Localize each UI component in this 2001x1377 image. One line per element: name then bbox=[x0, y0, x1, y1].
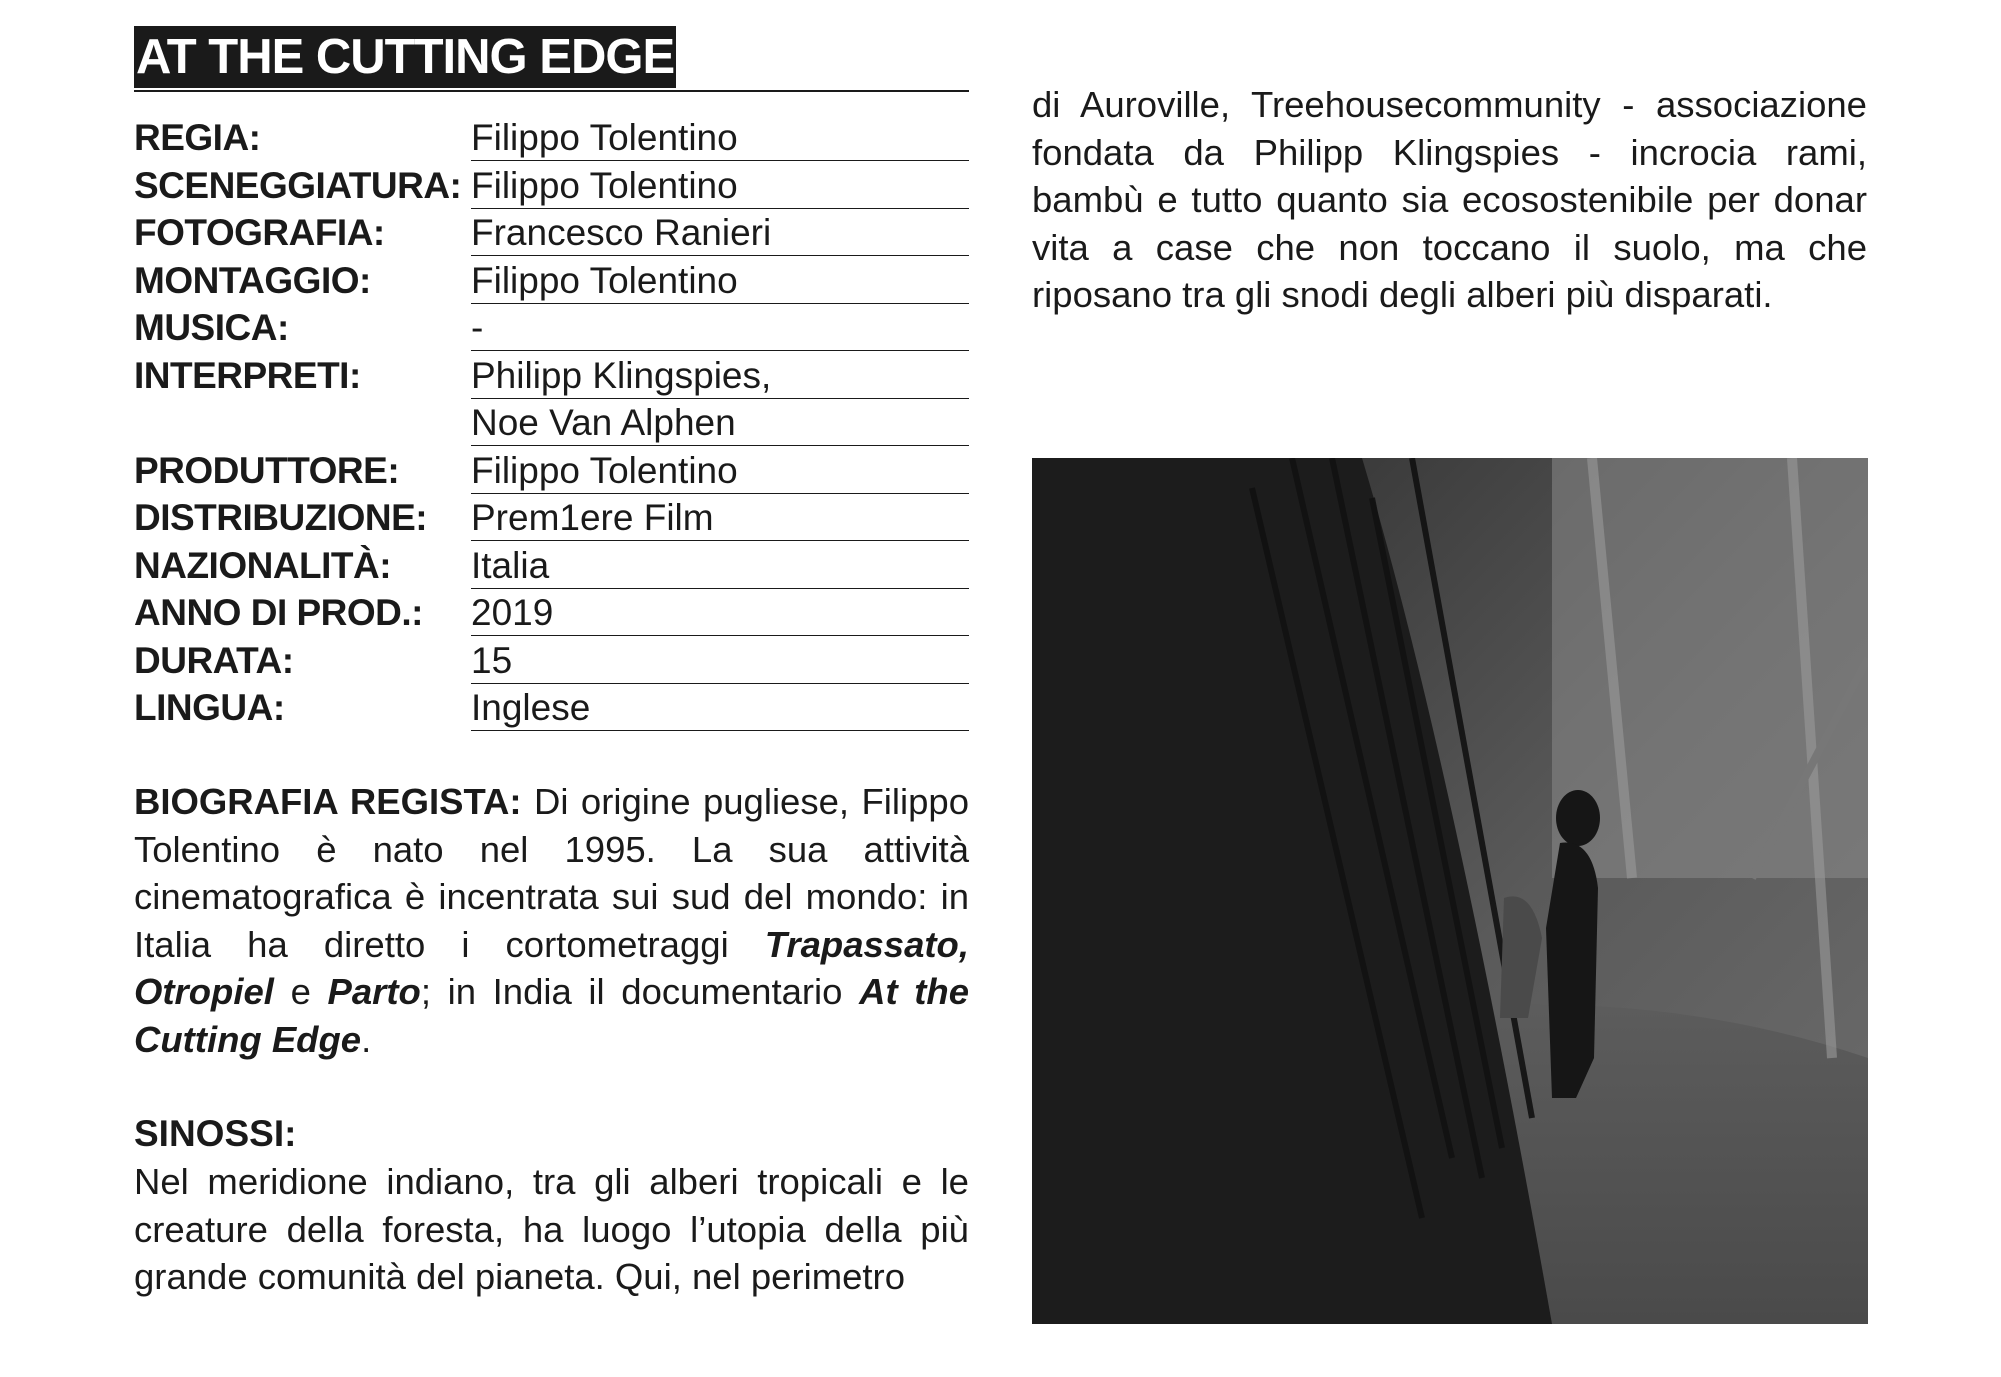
credit-label: FOTOGRAFIA: bbox=[134, 212, 385, 253]
credit-value: Filippo Tolentino bbox=[471, 447, 969, 494]
film-still-photo bbox=[1032, 458, 1868, 1324]
credit-row bbox=[134, 637, 969, 685]
credit-row bbox=[134, 162, 969, 210]
bio-heading: BIOGRAFIA REGISTA: bbox=[134, 781, 522, 822]
credits-table bbox=[134, 114, 969, 732]
synopsis-heading: SINOSSI: bbox=[134, 1113, 297, 1154]
director-biography bbox=[134, 778, 969, 1063]
credit-row bbox=[134, 114, 969, 162]
credit-label: MONTAGGIO: bbox=[134, 259, 371, 301]
credit-label: DISTRIBUZIONE: bbox=[134, 497, 428, 538]
film-title: AT THE CUTTING EDGE bbox=[134, 26, 676, 88]
credit-row bbox=[134, 494, 969, 542]
credit-value: 2019 bbox=[471, 589, 969, 636]
bio-film-title: Trapassato, Otropiel bbox=[134, 923, 969, 1012]
forest-scene-image bbox=[1032, 458, 1868, 1324]
credit-value: Filippo Tolentino bbox=[471, 114, 969, 161]
credit-value: Filippo Tolentino bbox=[471, 257, 969, 304]
credit-row bbox=[134, 447, 969, 495]
credit-value: Filippo Tolentino bbox=[471, 162, 969, 209]
credit-row bbox=[134, 684, 969, 732]
credit-value: 15 bbox=[471, 637, 969, 684]
credit-row bbox=[134, 399, 969, 447]
credit-value: Prem1ere Film bbox=[471, 494, 969, 541]
credit-row bbox=[134, 304, 969, 352]
credit-label: INTERPRETI: bbox=[134, 354, 361, 396]
credit-label: LINGUA: bbox=[134, 687, 285, 728]
credit-row bbox=[134, 352, 969, 400]
synopsis-text-right: di Auroville, Treehousecommunity - associazione fondata da Philipp Klingspies - incrocia rami, bambù e tutto quanto sia ecosostenibile per donar vita a case che non toccano il suolo, ma che riposano tra gli snodi degli alberi più disparati. bbox=[1032, 84, 1867, 315]
credit-label: DURATA: bbox=[134, 639, 294, 681]
credit-value: Inglese bbox=[471, 684, 969, 731]
credit-label: SCENEGGIATURA: bbox=[134, 164, 462, 206]
title-bar bbox=[134, 26, 969, 92]
credit-value: Francesco Ranieri bbox=[471, 209, 969, 256]
bio-text: . bbox=[361, 1018, 372, 1060]
credit-label: MUSICA: bbox=[134, 307, 289, 348]
credit-label: REGIA: bbox=[134, 117, 261, 158]
credit-value: Italia bbox=[471, 542, 969, 589]
bio-film-title: At the Cutting Edge bbox=[134, 971, 969, 1060]
credit-label: ANNO DI PROD.: bbox=[134, 592, 423, 633]
film-sheet bbox=[134, 26, 969, 732]
credit-row bbox=[134, 542, 969, 590]
credit-label: NAZIONALITÀ: bbox=[134, 544, 392, 586]
credit-value: Noe Van Alphen bbox=[471, 399, 969, 446]
bio-film-title: Parto bbox=[327, 971, 421, 1012]
synopsis-text-left: Nel meridione indiano, tra gli alberi tropicali e le creature della foresta, ha luogo l’utopia della più grande comunità del pianeta. Qui, nel perimetro bbox=[134, 1161, 969, 1297]
credit-row bbox=[134, 209, 969, 257]
bio-text: Di origine pugliese, Filippo Tolentino è nato nel 1995. La sua attività cinematografica è incentrata sui sud del mondo: in Italia ha diretto i cortometraggi bbox=[134, 781, 970, 965]
bio-text: e bbox=[273, 971, 328, 1012]
credit-row bbox=[134, 589, 969, 637]
credit-value: - bbox=[471, 304, 969, 351]
credit-value: Philipp Klingspies, bbox=[471, 352, 969, 399]
credit-row bbox=[134, 257, 969, 305]
credit-label: PRODUTTORE: bbox=[134, 449, 400, 491]
bio-text: ; in India il documentario bbox=[420, 971, 860, 1012]
